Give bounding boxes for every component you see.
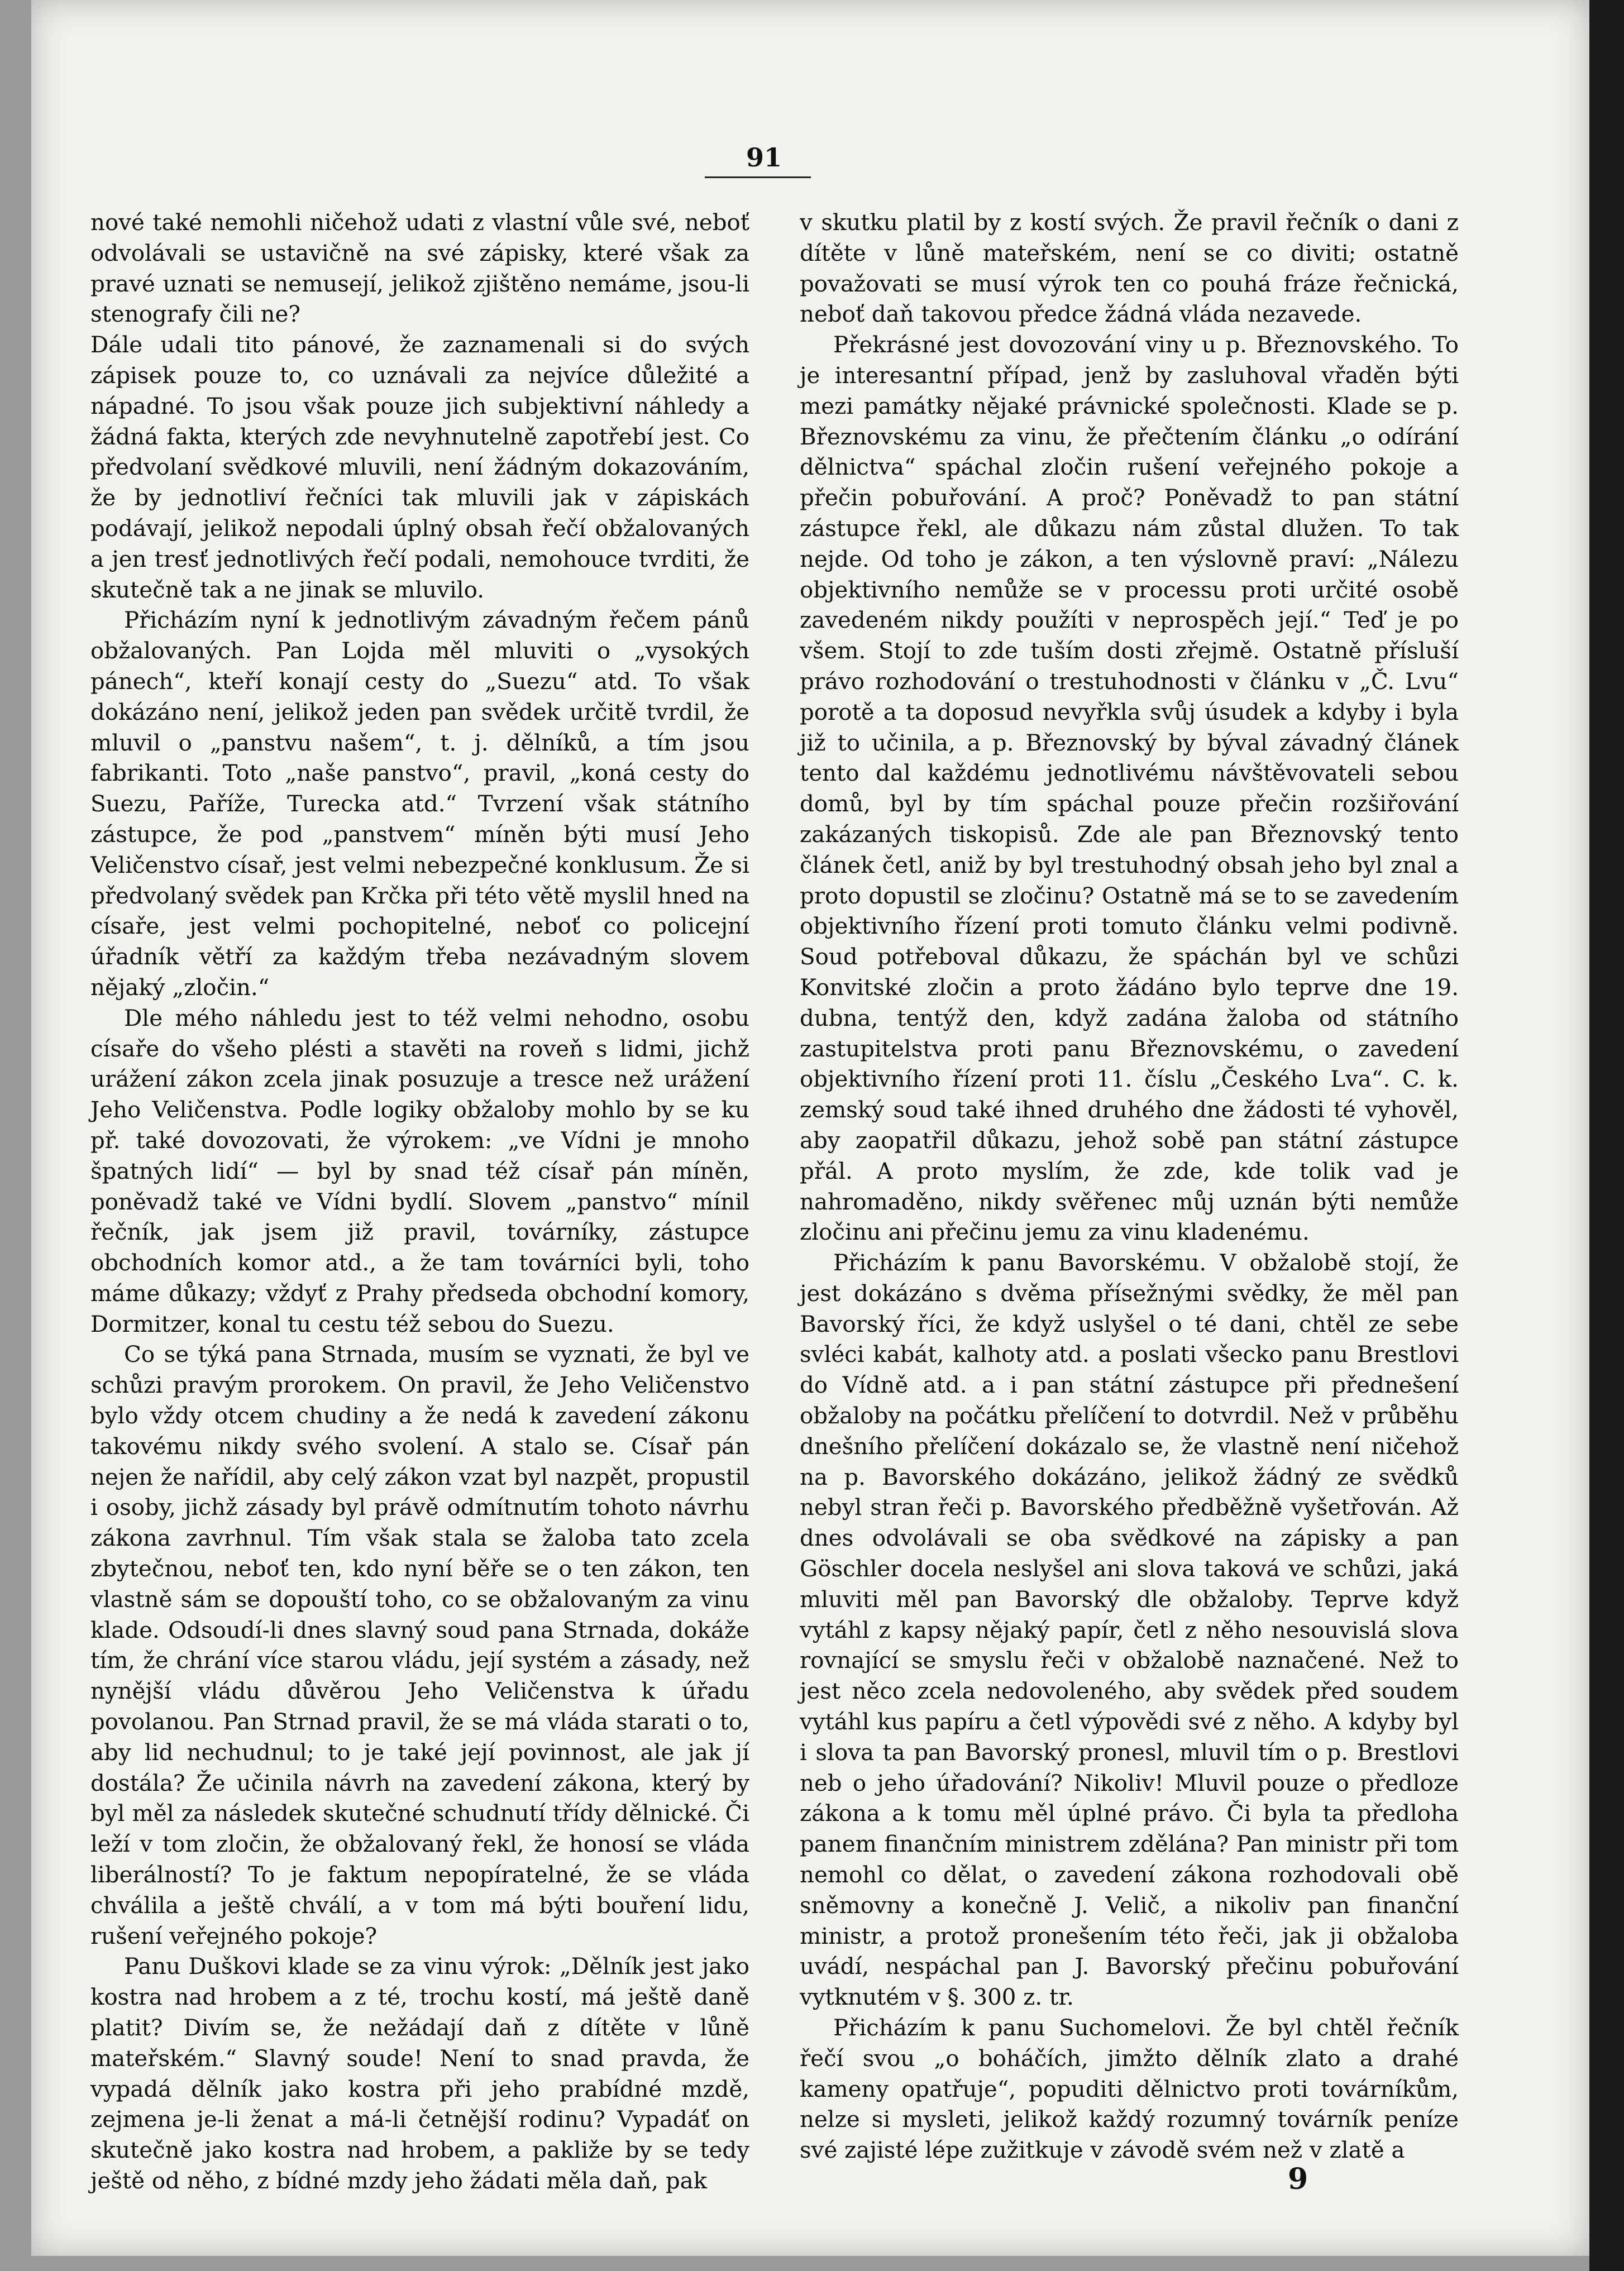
paragraph: Přicházím nyní k jednotlivým závadným řečem pánů obžalovaných. Pan Lojda měl mluviti o „vysokých pánech“, kteří konají cesty do „Suezu“ atd. To však dokázáno není, jelikož jeden pan svědek určitě tvrdil, že mluvil o „panstvu našem“, t. j. dělníků, a tím jsou fabrikanti. Toto „naše panstvo“, pravil, „koná cesty do Suezu, Paříže, Turecka atd.“ Tvrzení však státního zástupce, že pod „panstvem“ míněn býti musí Jeho Veličenstvo císař, jest velmi nebezpečné konklusum. Že si předvolaný svědek pan Krčka při této větě myslil hned na císaře, jest velmi pochopitelné, neboť co policejní úřadník větří za každým třeba nezávadným slovem nějaký „zločin.“ [90,607,749,1001]
paragraph: Přicházím k panu Suchomelovi. Že byl chtěl řečník řečí svou „o boháčích, jimžto dělník zlato a drahé kameny opatřuje“, popuditi dělnictvo proti továrníkům, nelze si mysleti, jelikož každý rozumný továrník peníze své zajisté lépe zužitkuje v závodě svém než v zlatě a [800,2015,1459,2164]
paragraph: Přicházím k panu Bavorskému. V obžalobě stojí, že jest dokázáno s dvěma přísežnými svědky, že měl pan Bavorský říci, že když uslyšel o té dani, chtěl ze sebe svléci kabát, kalhoty atd. a poslati všecko panu Brestlovi do Vídně atd. a i pan státní zástupce při přednešení obžaloby na počátku přelíčení to dotvrdil. Než v průběhu dnešního přelíčení dokázalo se, že vlastně není ničehož na p. Bavorského dokázáno, jelikož žádný ze svědků nebyl stran řeči p. Bavorského předběžně vyšetřován. Až dnes odvolávali se oba svědkové na zápisky a pan Göschler docela neslyšel ani slova taková ve schůzi, jaká mluviti měl pan Bavorský dle obžaloby. Teprve když vytáhl z kapsy nějaký papír, četl z něho nesouvislá slova rovnající se smyslu řeči v obžalobě naznačené. Než to jest něco zcela nedovoleného, aby svědek před soudem vytáhl kus papíru a četl výpovědi své z něho. A kdyby byl i slova ta pan Bavorský pronesl, mluvil tím o p. Brestlovi neb o jeho úřadování? Nikoliv! Mluvil pouze o předloze zákona a k tomu měl úplné právo. Či byla ta předloha panem finančním ministrem zdělána? Pan ministr při tom nemohl co dělat, o zavedení zákona rozhodovali obě sněmovny a konečně J. Velič, a nikoliv pan finanční ministr, a protož pronešením této řeči, jak ji obžaloba uvádí, nespáchal pan J. Bavorský přečinu pobuřování vytknutém v §. 300 z. tr. [800,1250,1459,2011]
signature-mark: 9 [1288,2162,1308,2196]
paragraph: Dále udali tito pánové, že zaznamenali si do svých zápisek pouze to, co uznávali za nejvíce důležité a nápadné. To jsou však pouze jich subjektivní náhledy a žádná fakta, kterých zde nevyhnutelně zapotřebí jest. Co předvolaní svědkové mluvili, není žádným dokazováním, že by jednotliví řečníci tak mluvili jak v zápiskách podávají, jelikož nepodali úplný obsah řečí obžalovaných a jen tresť jednotlivých řečí podali, nemohouce tvrditi, že skutečně tak a ne jinak se mluvilo. [90,332,749,603]
right-column [800,208,1459,2166]
paragraph: Co se týká pana Strnada, musím se vyznati, že byl ve schůzi pravým prorokem. On pravil, že Jeho Veličenstvo bylo vždy otcem chudiny a že nedá k zavedení zákonu takovému nikdy svého svolení. A stalo se. Císař pán nejen že nařídil, aby celý zákon vzat byl nazpět, propustil i osoby, jichž zásady byl právě odmítnutím tohoto návrhu zákona zavrhnul. Tím však stala se žaloba tato zcela zbytečnou, neboť ten, kdo nyní běře se o ten zákon, ten vlastně sám se dopouští toho, co se obžalovaným za vinu klade. Odsoudí-li dnes slavný soud pana Strnada, dokáže tím, že chrání více starou vládu, její systém a zásady, než nynější vládu důvěrou Jeho Veličenstva k úřadu povolanou. Pan Strnad pravil, že se má vláda starati o to, aby lid nechudnul; to je také její povinnost, ale jak jí dostála? Že učinila návrh na zavedení zákona, který by byl měl za následek skutečné schudnutí třídy dělnické. Či leží v tom zločin, že obžalovaný řekl, že honosí se vláda liberálností? To je faktum nepopíratelné, že se vláda chválila a ještě chválí, a v tom má býti bouření lidu, rušení veřejného pokoje? [90,1341,749,1949]
page-number: 91 [746,142,782,173]
page-number-rule [705,176,811,178]
paragraph: Dle mého náhledu jest to též velmi nehodno, osobu císaře do všeho plésti a stavěti na roveň s lidmi, jichž urážení zákon zcela jinak posuzuje a tresce než urážení Jeho Veličenstva. Podle logiky obžaloby mohlo by se ku př. také dovozovati, že výrokem: „ve Vídni je mnoho špatných lidí“ — byl by snad též císař pán míněn, poněvadž také ve Vídni bydlí. Slovem „panstvo“ mínil řečník, jak jsem již pravil, továrníky, zástupce obchodních komor atd., a že tam továrníci byli, toho máme důkazy; vždyť z Prahy předseda obchodní komory, Dormitzer, konal tu cestu též sebou do Suezu. [90,1005,749,1337]
left-column [90,208,749,2197]
paragraph: nové také nemohli ničehož udati z vlastní vůle své, neboť odvolávali se ustavičně na své zápisky, které však za pravé uznati se nemusejí, jelikož zjištěno nemáme, jsou-li stenografy čili ne? [90,209,749,328]
paragraph: Panu Duškovi klade se za vinu výrok: „Dělník jest jako kostra nad hrobem a z té, trochu kostí, má ještě daně platit? Divím se, že nežádají daň z dítěte v lůně mateřském.“ Slavný soude! Není to snad pravda, že vypadá dělník jako kostra při jeho prabídné mzdě, zejmena je-li ženat a má-li četnější rodinu? Vypadáť on skutečně jako kostra nad hrobem, a pakliže by se tedy ještě od něho, z bídné mzdy jeho žádati měla daň, pak [90,1953,749,2194]
paragraph: v skutku platil by z kostí svých. Že pravil řečník o dani z dítěte v lůně mateřském, není se co diviti; ostatně považovati se musí výrok ten co pouhá fráze řečnická, neboť daň takovou předce žádná vláda nezavede. [800,209,1459,328]
paragraph: Překrásné jest dovozování viny u p. Březnovského. To je interesantní případ, jenž by zasluhoval vřaděn býti mezi památky nějaké právnické společnosti. Klade se p. Březnovskému za vinu, že přečtením článku „o odírání dělnictva“ spáchal zločin rušení veřejného pokoje a přečin pobuřování. A proč? Poněvadž to pan státní zástupce řekl, ale důkazu nám zůstal dlužen. To tak nejde. Od toho je zákon, a ten výslovně praví: „Nálezu objektivního nemůže se v processu proti určité osobě zavedeném nikdy použíti v neprospěch její.“ Teď je po všem. Stojí to zde tuším dosti zřejmě. Ostatně přísluší právo rozhodování o trestuhodnosti v článku v „Č. Lvu“ porotě a ta doposud nevyřkla svůj úsudek a kdyby i byla již to učinila, a p. Březnovský by býval závadný článek tento dal každému jednotlivému návštěvovateli sebou domů, byl by tím spáchal pouze přečin rozšiřování zakázaných tiskopisů. Zde ale pan Březnovský tento článek četl, aniž by byl trestuhodný obsah jeho byl znal a proto dopustil se zločinu? Ostatně má se to se zavedením objektivního řízení proti tomuto článku velmi podivně. Soud potřeboval důkazu, že spáchán byl ve schůzi Konvitské zločin a proto žádáno bylo teprve dne 19. dubna, tentýž den, když zadána žaloba od státního zastupitelstva proti panu Březnovskému, o zavedení objektivního řízení proti 11. číslu „Českého Lva“. C. k. zemský soud také ihned druhého dne žádosti té vyhověl, aby zaopatřil důkazu, jehož sobě pan státní zástupce přál. A proto myslím, že zde, kde tolik vad je nahromaděno, nikdy svěřenec můj uznán býti nemůže zločinu ani přečinu jemu za vinu kladenému. [800,332,1459,1246]
scan-border [1589,0,1624,2271]
